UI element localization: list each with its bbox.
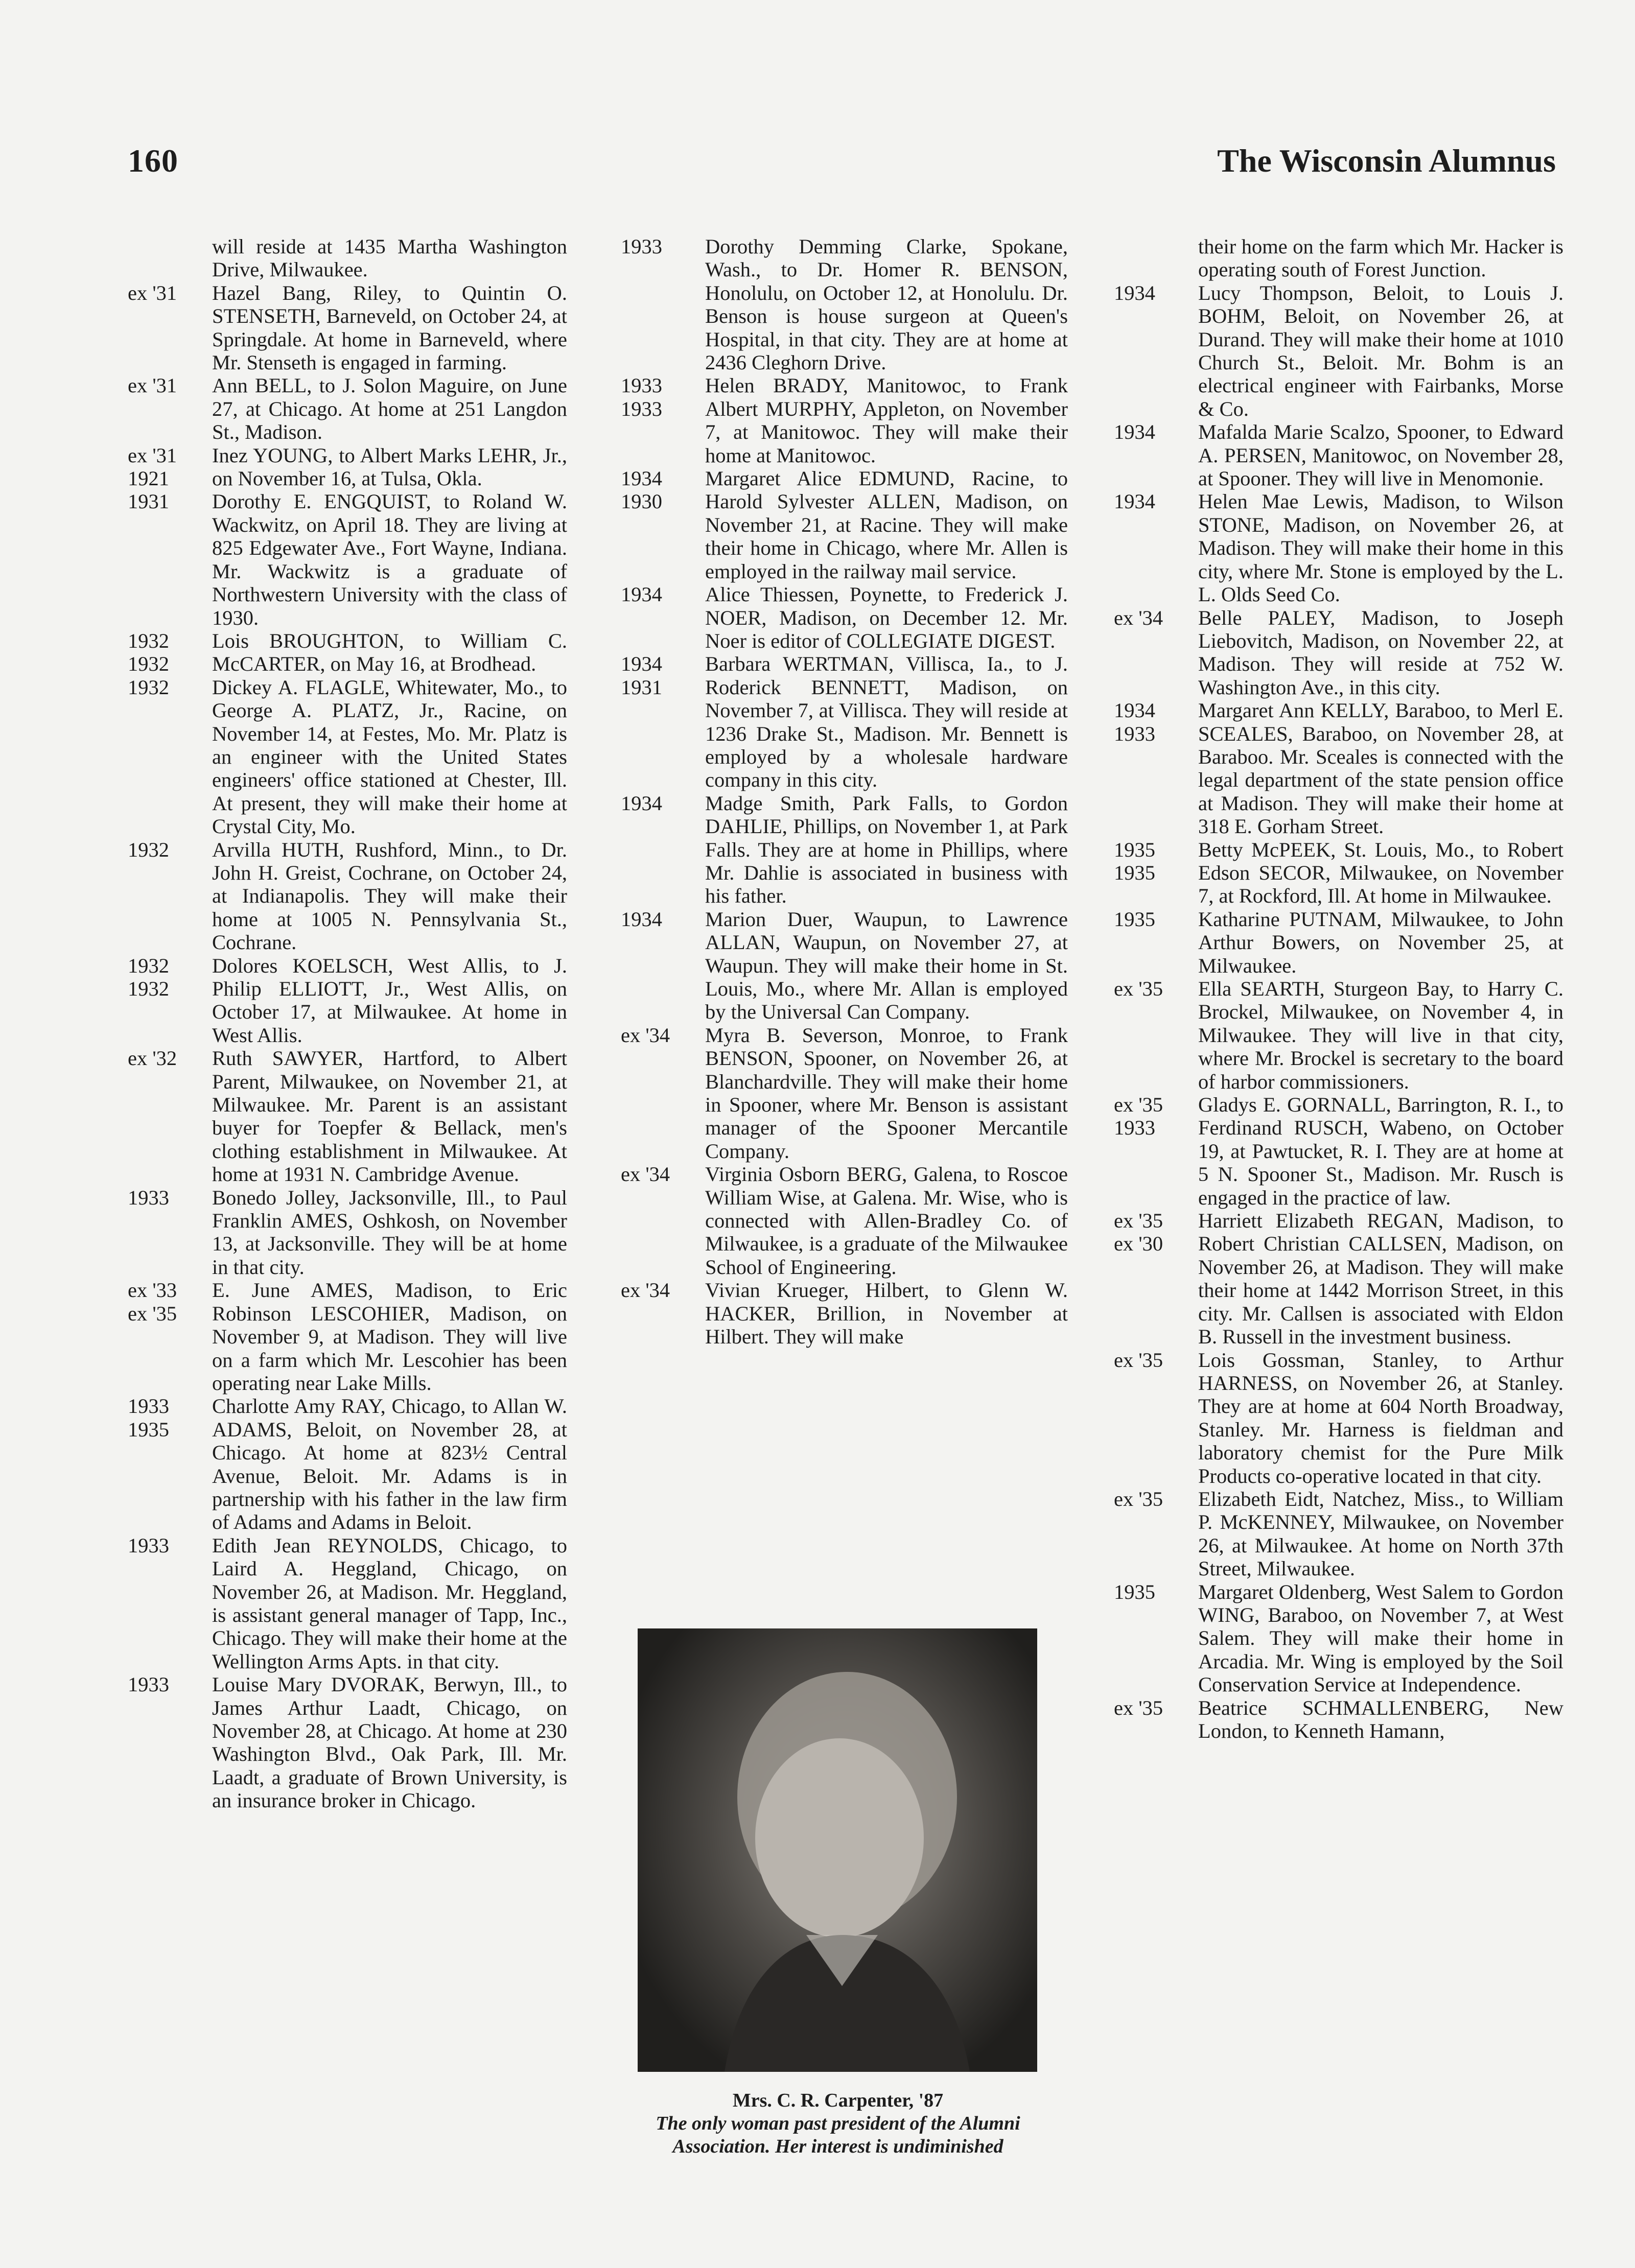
class-year: ex '35	[1114, 1696, 1163, 1719]
announcement-entry	[1114, 838, 1563, 908]
announcement-entry	[621, 1279, 1068, 1348]
announcement-entry	[128, 1395, 567, 1533]
class-year: 1933 1933	[621, 374, 662, 420]
announcement-entry	[128, 1047, 567, 1186]
announcement-text: Madge Smith, Park Falls, to Gordon DAHLIE, Phillips, on November 1, at Park Falls. They are at home in Phillips, where Mr. Dahlie is associated in business with his father.	[705, 791, 1068, 908]
announcement-entry	[128, 1534, 567, 1673]
announcement-entry	[128, 676, 567, 838]
class-year: ex '34	[621, 1023, 670, 1047]
announcement-text: Belle PALEY, Madison, to Joseph Liebovitch, Madison, on November 22, at Madison. They will reside at 752 W. Washington Ave., in this city.	[1198, 606, 1563, 699]
class-year: ex '34	[1114, 606, 1163, 629]
announcement-entry	[621, 792, 1068, 908]
class-year: 1932	[128, 675, 169, 699]
announcement-text: Beatrice SCHMALLENBERG, New London, to Kenneth Hamann,	[1198, 1696, 1563, 1742]
announcement-text: E. June AMES, Madison, to Eric Robinson LESCOHIER, Madison, on November 9, at Madison. They will live on a farm which Mr. Lescohier has been operating near Lake Mills.	[212, 1279, 567, 1395]
announcement-text: Arvilla HUTH, Rushford, Minn., to Dr. John H. Greist, Cochrane, on October 24, at Indianapolis. They will make their home at 1005 N. Pennsylvania St., Cochrane.	[212, 838, 567, 954]
announcement-text: Dorothy E. ENGQUIST, to Roland W. Wackwitz, on April 18. They are living at 825 Edgewater Ave., Fort Wayne, Indiana. Mr. Wackwitz is a graduate of Northwestern University with the class of 1930.	[212, 490, 567, 629]
announcement-entry	[1114, 1093, 1563, 1209]
announcement-text: Lois Gossman, Stanley, to Arthur HARNESS, on November 26, at Stanley. They are at home at 604 North Broadway, Stanley. Mr. Harness is fieldman and laboratory chemist for the Pure Milk Products co-operative located in that city.	[1198, 1348, 1563, 1487]
announcement-text: Margaret Ann KELLY, Baraboo, to Merl E. SCEALES, Baraboo, on November 28, at Baraboo. Mr. Sceales is connected with the legal department of the state pension office at Madison. They will make their home at 318 E. Gorham Street.	[1198, 699, 1563, 838]
class-year: ex '35	[1114, 1348, 1163, 1372]
announcement-entry	[1114, 235, 1563, 281]
announcement-entry	[621, 374, 1068, 467]
class-year: ex '31 1921	[128, 443, 177, 490]
announcement-text: Elizabeth Eidt, Natchez, Miss., to William P. McKENNEY, Milwaukee, on November 26, at Milwaukee. At home on North 37th Street, Milwaukee.	[1198, 1487, 1563, 1580]
class-year: 1933	[128, 1186, 169, 1209]
announcement-text: Harriett Elizabeth REGAN, Madison, to Robert Christian CALLSEN, Madison, on November 26, at Madison. They will make their home at 1442 Morrison Street, in this city. Mr. Callsen is associated with Eldon B. Russell in the investment business.	[1198, 1209, 1563, 1349]
announcement-entry	[1114, 977, 1563, 1093]
announcement-text: Barbara WERTMAN, Villisca, Ia., to J. Roderick BENNETT, Madison, on November 7, at Villisca. They will reside at 1236 Drake St., Madison. Mr. Bennett is employed by a wholesale hardware company in this city.	[705, 652, 1068, 792]
class-year: 1931	[128, 490, 169, 513]
announcement-text: Helen BRADY, Manitowoc, to Frank Albert MURPHY, Appleton, on November 7, at Manitowoc. They will make their home at Manitowoc.	[705, 374, 1068, 467]
photo-caption	[618, 2089, 1058, 2158]
announcement-text: Inez YOUNG, to Albert Marks LEHR, Jr., on November 16, at Tulsa, Okla.	[212, 443, 567, 490]
announcement-entry	[1114, 1580, 1563, 1696]
announcement-entry	[1114, 1209, 1563, 1348]
announcement-entry	[128, 629, 567, 676]
class-year: 1932 1932	[128, 629, 169, 676]
announcement-text: Helen Mae Lewis, Madison, to Wilson STONE, Madison, on November 26, at Madison. They will make their home in this city, where Mr. Stone is employed by the L. L. Olds Seed Co.	[1198, 490, 1563, 606]
portrait-photo	[638, 1628, 1037, 2072]
announcement-text: Mafalda Marie Scalzo, Spooner, to Edward A. PERSEN, Manitowoc, on November 28, at Spooner. They will live in Menomonie.	[1198, 420, 1563, 490]
announcement-entry	[128, 954, 567, 1047]
announcement-text: Edith Jean REYNOLDS, Chicago, to Laird A. Heggland, Chicago, on November 26, at Madison. Mr. Heggland, is assistant general manager of Tapp, Inc., Chicago. They will make their home at the Wellington Arms Apts. in that city.	[212, 1533, 567, 1673]
announcement-entry	[128, 281, 567, 374]
portrait-image	[638, 1628, 1037, 2072]
column-left	[128, 235, 567, 1812]
announcement-entry	[128, 490, 567, 629]
announcement-entry	[1114, 281, 1563, 420]
announcement-entry	[1114, 606, 1563, 699]
announcement-text: Margaret Oldenberg, West Salem to Gordon WING, Baraboo, on November 7, at West Salem. They will make their home in Arcadia. Mr. Wing is employed by the Soil Conservation Service at Independence.	[1198, 1580, 1563, 1696]
announcement-text: Myra B. Severson, Monroe, to Frank BENSON, Spooner, on November 26, at Blanchardville. They will make their home in Spooner, where Mr. Benson is assistant manager of the Spooner Mercantile Company.	[705, 1023, 1068, 1163]
class-year: 1933 1935	[128, 1395, 169, 1441]
class-year: 1934 1933	[1114, 699, 1155, 745]
class-year: ex '33 ex '35	[128, 1279, 177, 1325]
announcement-entry	[1114, 490, 1563, 606]
announcement-entry	[1114, 908, 1563, 977]
class-year: 1935	[1114, 1580, 1155, 1603]
class-year: ex '31	[128, 281, 177, 304]
announcement-text: Ann BELL, to J. Solon Maguire, on June 27, at Chicago. At home at 251 Langdon St., Madison.	[212, 374, 567, 444]
announcement-entry	[621, 1024, 1068, 1163]
class-year: ex '35 ex '30	[1114, 1209, 1163, 1256]
announcement-text: Alice Thiessen, Poynette, to Frederick J. NOER, Madison, on December 12. Mr. Noer is editor of COLLEGIATE DIGEST.	[705, 583, 1068, 652]
class-year: 1934	[1114, 420, 1155, 444]
class-year: 1933	[128, 1533, 169, 1557]
class-year: ex '31	[128, 374, 177, 397]
class-year: 1934	[621, 907, 662, 931]
page-number: 160	[128, 143, 178, 179]
announcement-entry	[621, 1163, 1068, 1279]
announcement-text: Vivian Krueger, Hilbert, to Glenn W. HACKER, Brillion, in November at Hilbert. They will make	[705, 1279, 1068, 1349]
announcement-text: Hazel Bang, Riley, to Quintin O. STENSETH, Barneveld, on October 24, at Springdale. At home in Barneveld, where Mr. Stenseth is engaged in farming.	[212, 281, 567, 374]
class-year: 1933	[621, 235, 662, 258]
class-year: 1934	[621, 583, 662, 606]
announcement-entry	[128, 1186, 567, 1279]
class-year: ex '35	[1114, 977, 1163, 1000]
announcement-text: Lucy Thompson, Beloit, to Louis J. BOHM, Beloit, on November 26, at Durand. They will make their home at 1010 Church St., Beloit. Mr. Bohm is an electrical engineer with Fairbanks, Morse & Co.	[1198, 281, 1563, 420]
class-year: 1934	[1114, 281, 1155, 304]
announcement-entry	[621, 583, 1068, 652]
class-year: 1934 1931	[621, 652, 662, 699]
class-year: 1933	[128, 1673, 169, 1696]
announcement-entry	[128, 374, 567, 443]
class-year: ex '34	[621, 1163, 670, 1186]
announcement-entry	[128, 1279, 567, 1395]
column-right	[1114, 235, 1563, 1742]
caption-name: Mrs. C. R. Carpenter, '87	[732, 2090, 944, 2111]
announcement-text: Betty McPEEK, St. Louis, Mo., to Robert Edson SECOR, Milwaukee, on November 7, at Rockford, Ill. At home in Milwaukee.	[1198, 838, 1563, 908]
announcement-entry	[621, 908, 1068, 1024]
announcement-text: Louise Mary DVORAK, Berwyn, Ill., to James Arthur Laadt, Chicago, on November 28, at Chicago. At home at 230 Washington Blvd., Oak Park, Ill. Mr. Laadt, a graduate of Brown University, is an insurance broker in Chicago.	[212, 1673, 567, 1812]
announcement-text: their home on the farm which Mr. Hacker is operating south of Forest Junction.	[1198, 235, 1563, 281]
column-middle	[621, 235, 1068, 1349]
announcement-text: Gladys E. GORNALL, Barrington, R. I., to Ferdinand RUSCH, Wabeno, on October 19, at Pawtucket, R. I. They are at home at 5 N. Spooner St., Madison. Mr. Rusch is engaged in the practice of law.	[1198, 1093, 1563, 1209]
announcement-entry	[621, 652, 1068, 791]
announcement-text: Ella SEARTH, Sturgeon Bay, to Harry C. Brockel, Milwaukee, on November 4, in Milwaukee. They will live in that city, where Mr. Brockel is secretary to the board of harbor commissioners.	[1198, 977, 1563, 1093]
announcement-entry	[621, 235, 1068, 374]
announcement-entry	[128, 444, 567, 490]
announcement-entry	[1114, 1349, 1563, 1487]
announcement-entry	[128, 1673, 567, 1812]
class-year: 1935 1935	[1114, 838, 1155, 884]
class-year	[1114, 235, 1198, 281]
announcement-entry	[1114, 420, 1563, 490]
announcement-text: Dorothy Demming Clarke, Spokane, Wash., to Dr. Homer R. BENSON, Honolulu, on October 12, at Honolulu. Dr. Benson is house surgeon at Queen's Hospital, in that city. They are at home at 2436 Cleghorn Drive.	[705, 235, 1068, 374]
class-year: 1935	[1114, 907, 1155, 931]
announcement-text: Lois BROUGHTON, to William C. McCARTER, on May 16, at Brodhead.	[212, 629, 567, 676]
class-year: 1934 1930	[621, 467, 662, 513]
announcement-text: will reside at 1435 Martha Washington Drive, Milwaukee.	[212, 235, 567, 281]
announcement-text: Margaret Alice EDMUND, Racine, to Harold Sylvester ALLEN, Madison, on November 21, at Racine. They will make their home in Chicago, where Mr. Allen is employed in the railway mail service.	[705, 467, 1068, 583]
announcement-text: Bonedo Jolley, Jacksonville, Ill., to Paul Franklin AMES, Oshkosh, on November 13, at Jacksonville. They will be at home in that city.	[212, 1186, 567, 1279]
announcement-entry	[621, 467, 1068, 583]
class-year	[128, 235, 212, 281]
page-header	[128, 142, 1556, 188]
class-year: 1934	[1114, 490, 1155, 513]
announcement-text: Charlotte Amy RAY, Chicago, to Allan W. ADAMS, Beloit, on November 28, at Chicago. At home at 823½ Central Avenue, Beloit. Mr. Adams is in partnership with his father in the law firm of Adams and Adams in Beloit.	[212, 1395, 567, 1534]
announcement-entry	[128, 838, 567, 954]
announcement-text: Virginia Osborn BERG, Galena, to Roscoe William Wise, at Galena. Mr. Wise, who is connected with Allen-Bradley Co. of Milwaukee, is a graduate of the Milwaukee School of Engineering.	[705, 1163, 1068, 1279]
class-year: 1932	[128, 838, 169, 861]
announcement-entry	[1114, 1696, 1563, 1743]
announcement-entry	[1114, 699, 1563, 838]
class-year: ex '34	[621, 1279, 670, 1302]
class-year: 1934	[621, 791, 662, 815]
class-year: ex '35	[1114, 1487, 1163, 1510]
announcement-text: Ruth SAWYER, Hartford, to Albert Parent, Milwaukee, on November 21, at Milwaukee. Mr. Parent is an assistant buyer for Toepfer & Bellack, men's clothing establishment in Milwaukee. At home at 1931 N. Cambridge Avenue.	[212, 1047, 567, 1186]
class-year: ex '35 1933	[1114, 1093, 1163, 1140]
class-year: ex '32	[128, 1047, 177, 1070]
announcement-text: Dolores KOELSCH, West Allis, to J. Philip ELLIOTT, Jr., West Allis, on October 17, at Milwaukee. At home in West Allis.	[212, 954, 567, 1047]
announcement-entry	[1114, 1487, 1563, 1580]
announcement-entry	[128, 235, 567, 281]
announcement-text: Katharine PUTNAM, Milwaukee, to John Arthur Bowers, on November 25, at Milwaukee.	[1198, 907, 1563, 977]
caption-text: The only woman past president of the Alumni Association. Her interest is undiminished	[656, 2113, 1020, 2157]
announcement-text: Dickey A. FLAGLE, Whitewater, Mo., to George A. PLATZ, Jr., Racine, on November 14, at Festes, Mo. Mr. Platz is an engineer with the United States engineers' office stationed at Chester, Ill. At present, they will make their home at Crystal City, Mo.	[212, 675, 567, 838]
class-year: 1932 1932	[128, 954, 169, 1000]
announcement-text: Marion Duer, Waupun, to Lawrence ALLAN, Waupun, on November 27, at Waupun. They will make their home in St. Louis, Mo., where Mr. Allan is employed by the Universal Can Company.	[705, 907, 1068, 1024]
magazine-title: The Wisconsin Alumnus	[1217, 143, 1556, 179]
